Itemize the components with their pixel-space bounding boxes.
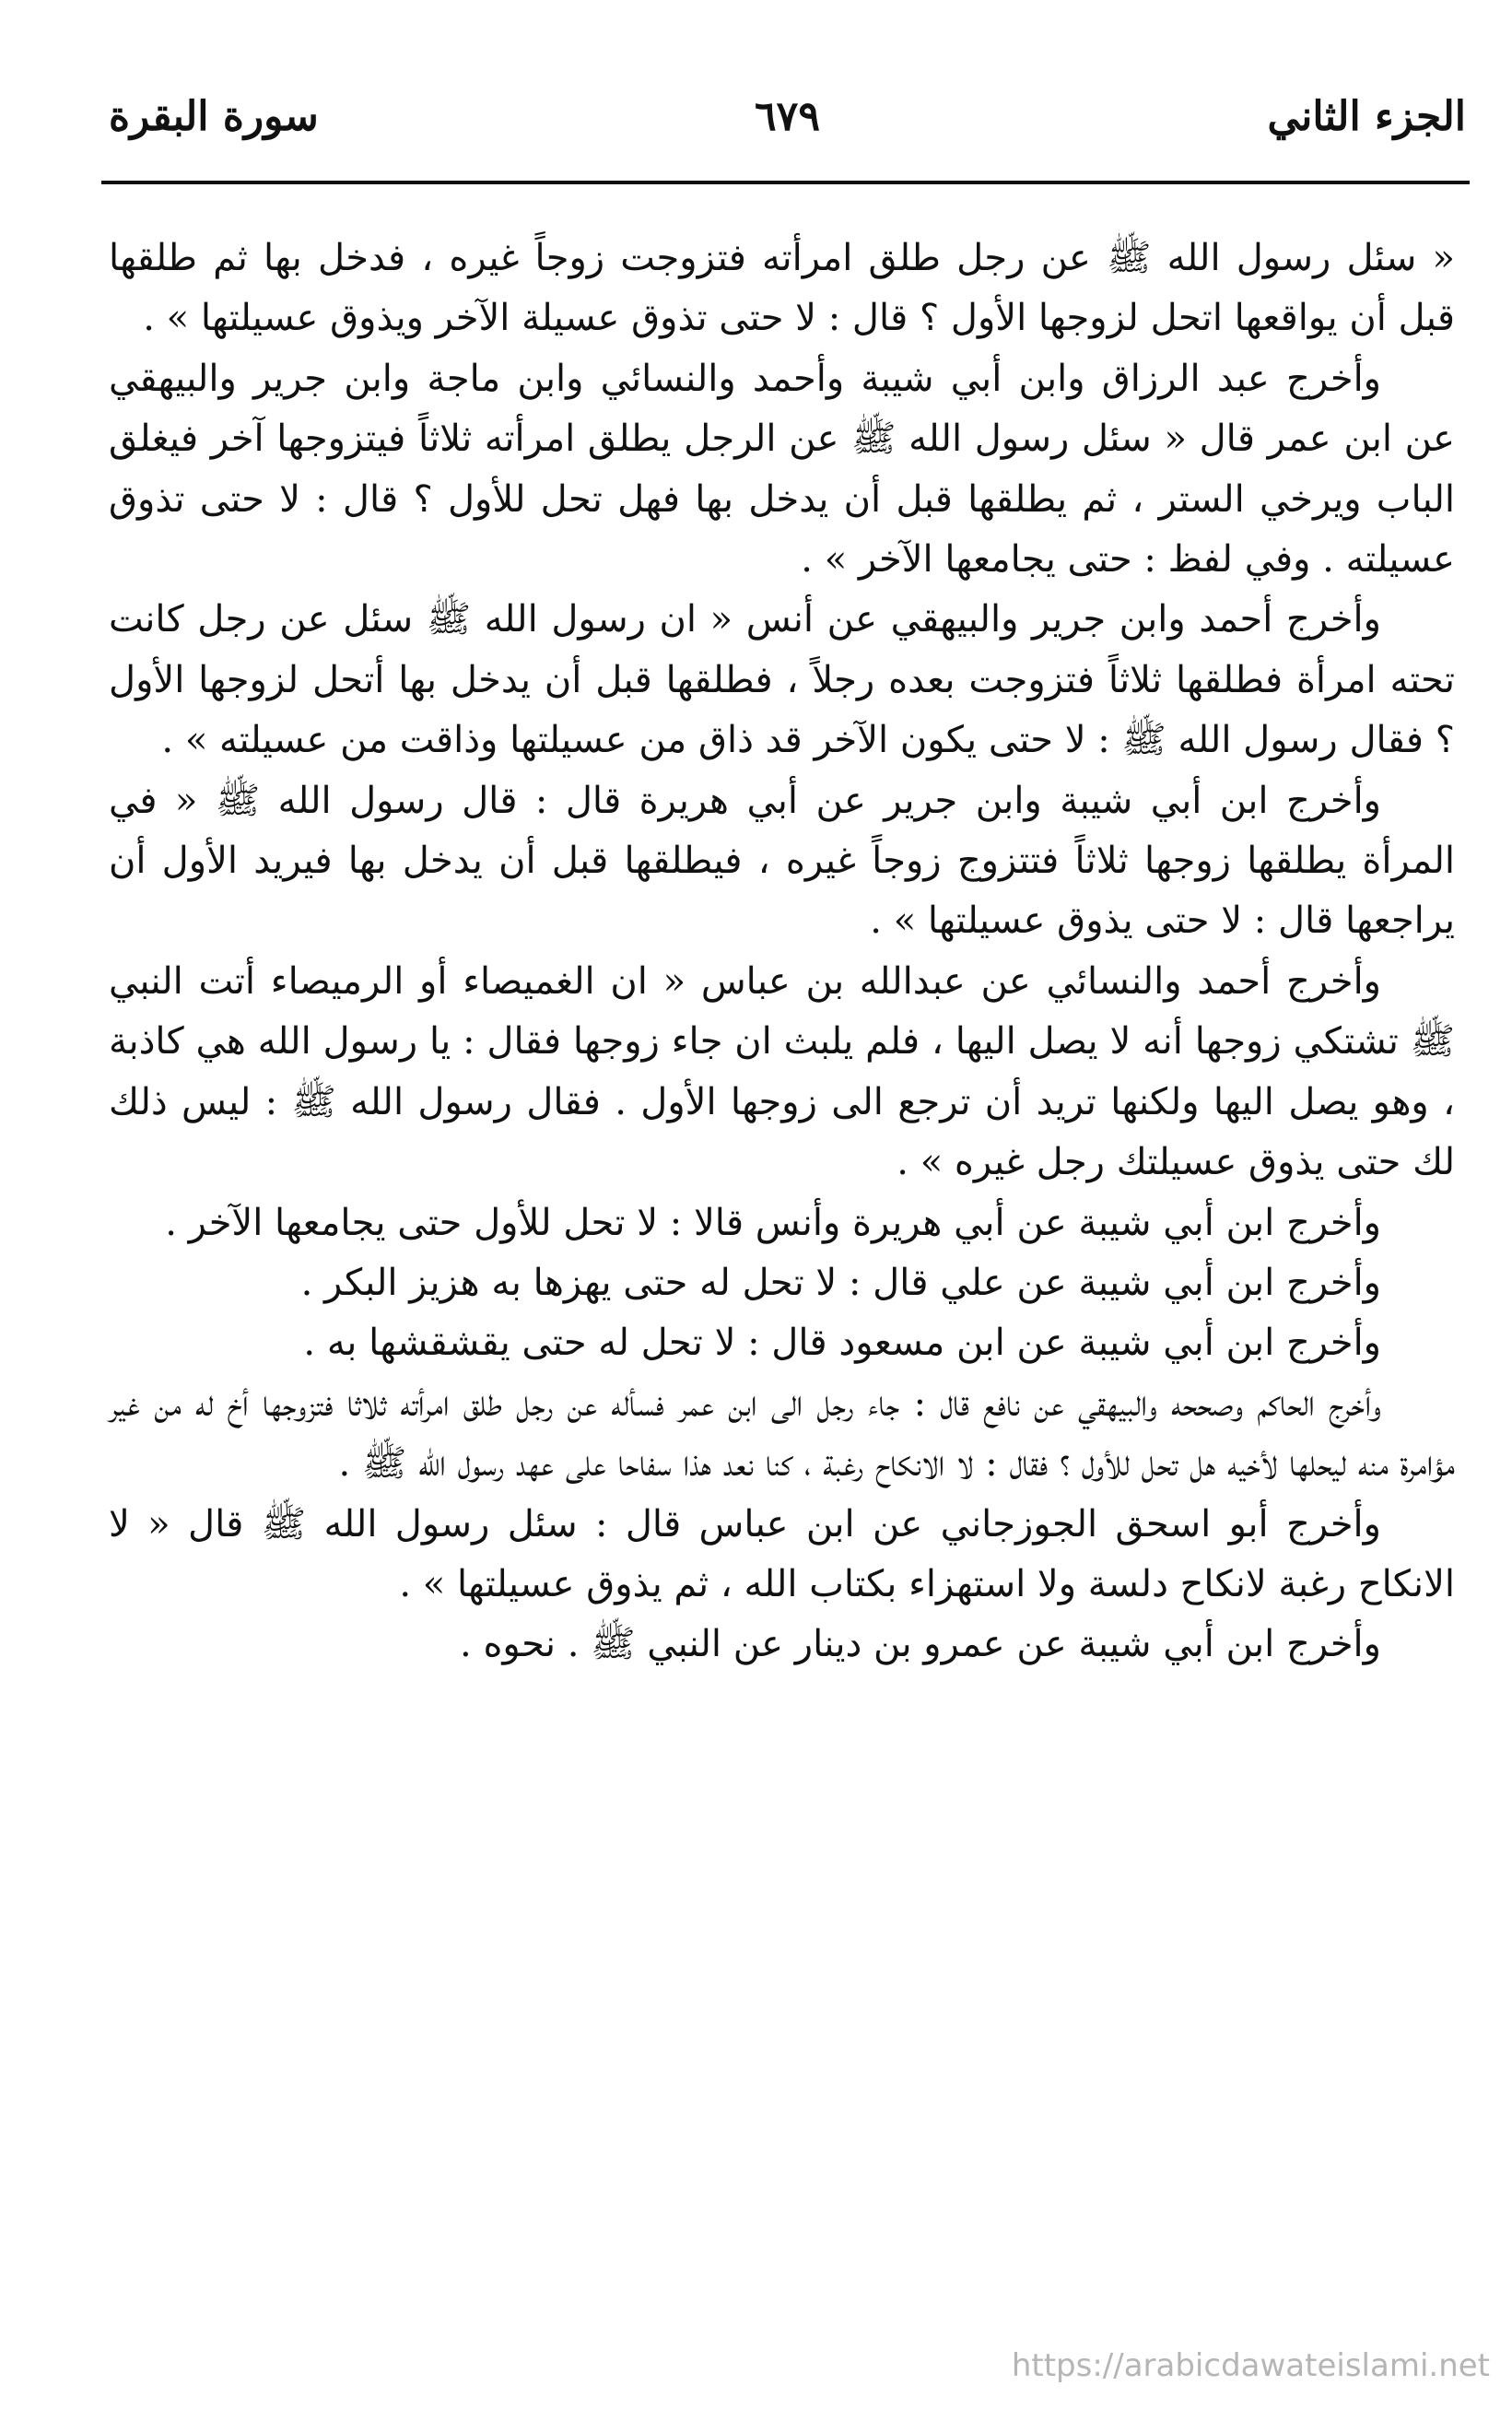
paragraph-4: وأخرج ابن أبي شيبة وابن جرير عن أبي هريرة قال : قال رسول الله ﷺ « في المرأة يطلقها زوجها ثلاثاً فتتزوج زوجاً غيره ، فيطلقها قبل أن يدخل بها فيريد الأول أن يراجعها قال : لا حتى يذوق عسيلتها » . [109, 779, 1455, 943]
paragraph-5: وأخرج أحمد والنسائي عن عبدالله بن عباس « ان الغميصاء أو الرميصاء أتت النبي ﷺ تشتكي زوجها أنه لا يصل اليها ، فلم يلبث ان جاء زوجها فقال : يا رسول الله هي كاذبة ، وهو يصل اليها ولكنها تريد أن ترجع الى زوجها الأول . فقال رسول الله ﷺ : ليس ذلك لك حتى يذوق عسيلتك رجل غيره » . [109, 959, 1455, 1184]
running-header [109, 85, 1466, 149]
paragraph-7: وأخرج ابن أبي شيبة عن علي قال : لا تحل له حتى يهزها به هزيز البكر . [300, 1261, 1381, 1304]
paragraph-6: وأخرج ابن أبي شيبة عن أبي هريرة وأنس قالا : لا تحل للأول حتى يجامعها الآخر . [165, 1201, 1381, 1244]
paragraph-8: وأخرج ابن أبي شيبة عن ابن مسعود قال : لا تحل له حتى يقشقشها به . [303, 1322, 1381, 1365]
paragraph-2: وأخرج عبد الرزاق وابن أبي شيبة وأحمد والنسائي وابن ماجة وابن جرير والبيهقي عن ابن عمر قال « سئل رسول الله ﷺ عن الرجل يطلق امرأته ثلاثاً فيتزوجها آخر فيغلق الباب ويرخي الستر ، ثم يطلقها قبل أن يدخل بها فهل تحل للأول ؟ قال : لا حتى تذوق عسيلته . وفي لفظ : حتى يجامعها الآخر » . [109, 357, 1455, 582]
surah-title: سورة البقرة [109, 93, 319, 140]
header-rule [101, 181, 1470, 184]
paragraph-11: وأخرج ابن أبي شيبة عن عمرو بن دينار عن النبي ﷺ . نحوه . [460, 1623, 1381, 1666]
part-title: الجزء الثاني [1267, 93, 1466, 140]
page-body [109, 229, 1455, 1675]
paragraph-3: وأخرج أحمد وابن جرير والبيهقي عن أنس « ان رسول الله ﷺ سئل عن رجل كانت تحته امرأة فطلقها ثلاثاً فتزوجت بعده رجلاً ، فطلقها قبل أن يدخل بها أتحل لزوجها الأول ؟ فقال رسول الله ﷺ : لا حتى يكون الآخر قد ذاق من عسيلتها وذاقت من عسيلته » . [109, 598, 1456, 762]
paragraph-1: « سئل رسول الله ﷺ عن رجل طلق امرأته فتزوجت زوجاً غيره ، فدخل بها ثم طلقها قبل أن يواقعها اتحل لزوجها الأول ؟ قال : لا حتى تذوق عسيلة الآخر ويذوق عسيلتها » . [109, 237, 1455, 340]
site-watermark: https://arabicdawateislami.net [1011, 2347, 1490, 2384]
paragraph-10: وأخرج أبو اسحق الجوزجاني عن ابن عباس قال : سئل رسول الله ﷺ قال « لا الانكاح رغبة لانكاح دلسة ولا استهزاء بكتاب الله ، ثم يذوق عسيلتها » . [109, 1502, 1455, 1605]
page-number: ٦٧٩ [755, 93, 820, 140]
paragraph-9: وأخرج الحاكم وصححه والبيهقي عن نافع قال : جاء رجل الى ابن عمر فسأله عن رجل طلق امرأته ثلاثا فتزوجها أخ له من غير مؤامرة منه ليحلها لأخيه هل تحل للأول ؟ فقال : لا الانكاح رغبة ، كنا نعد هذا سفاحا على عهد رسول الله ﷺ . [109, 1381, 1455, 1486]
